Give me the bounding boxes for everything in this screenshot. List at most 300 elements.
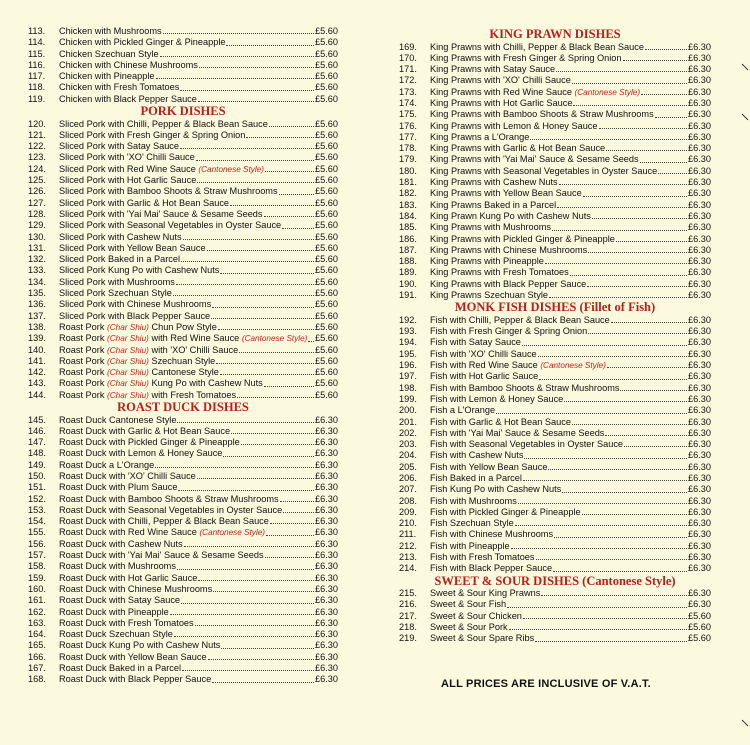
menu-item-name [59,539,183,550]
menu-item-name [430,200,556,211]
menu-item-number: 118. [28,82,46,93]
menu-item-price: £6.30 [315,516,338,527]
menu-item-number: 148. [28,448,46,459]
menu-item-name-text: Sliced Pork Szechuan Style [59,288,172,299]
menu-item [399,507,711,518]
menu-item-price: £6.30 [688,563,711,574]
menu-item-name-text: Sliced Pork with Hot Garlic Sauce [59,175,197,186]
menu-item [28,584,338,595]
menu-item-price: £5.60 [315,26,338,36]
dot-leader [269,126,314,127]
menu-item [399,143,711,154]
menu-item-price: £6.30 [688,506,711,517]
menu-item [28,175,338,186]
menu-item-name [59,311,210,322]
dot-leader [239,352,314,353]
menu-item-price: £6.30 [315,459,338,470]
dot-leader [641,94,687,95]
menu-item-name-text: Fish with Chinese Mushrooms [430,529,554,540]
menu-item-price: £5.60 [315,299,338,310]
dot-leader [605,435,687,436]
menu-item [399,450,711,461]
menu-item-price: £5.60 [315,321,338,332]
menu-item [399,360,711,371]
dot-leader [645,49,687,50]
menu-item-name [59,164,264,175]
menu-item-name [59,198,229,209]
menu-item [28,426,338,437]
menu-item-name [430,188,582,199]
menu-item [28,550,338,561]
menu-item-name [430,315,610,326]
menu-item-number: 117. [28,71,46,82]
menu-item-name-text: Sliced Pork with Yellow Bean Sauce [59,242,206,253]
dot-leader [195,625,314,626]
menu-item-name-text: Sliced Pork with 'XO' Chilli Sauce [59,152,195,163]
menu-item-number: 191. [399,290,417,301]
menu-item [28,652,338,663]
menu-item-number: 205. [399,461,417,472]
menu-item-number: 136. [28,299,46,310]
menu-item-name [430,267,569,278]
dot-leader [198,101,314,102]
menu-item-name [59,60,198,71]
menu-item-number: 154. [28,516,46,527]
menu-item [399,326,711,337]
menu-item-price: £6.30 [315,617,338,628]
menu-item-number: 189. [399,267,417,278]
menu-item-price: £5.60 [315,378,338,389]
dot-leader [554,537,687,538]
menu-item-name [59,26,162,37]
menu-item-name [430,337,521,348]
menu-item-name [59,254,180,265]
menu-item [399,132,711,143]
menu-item [28,232,338,243]
dot-leader [212,307,314,308]
dot-leader [548,469,687,470]
dot-leader [587,286,687,287]
dot-leader [197,478,314,479]
dot-leader [282,228,314,229]
menu-item-number: 217. [399,610,417,621]
menu-item-name [59,175,196,186]
menu-item [399,75,711,86]
menu-item-name [59,607,169,618]
dot-leader [160,56,314,57]
menu-item-number: 201. [399,416,417,427]
menu-item-style-note: (Cantonese Style) [540,361,606,371]
menu-item-name-text: Fish with Pickled Ginger & Pineapple [430,506,581,517]
dot-leader [196,160,314,161]
edge-tick-mark [742,114,748,120]
menu-item-name [59,494,279,505]
page-edge-marks [738,0,750,745]
menu-item-price: £5.60 [315,389,338,400]
menu-item-price: £6.30 [688,495,711,506]
menu-item-number: 179. [399,154,417,165]
menu-item [399,496,711,507]
dot-leader [180,90,314,91]
menu-item-name-text: Sliced Pork with Red Wine Sauce [59,163,196,174]
menu-item-name [59,629,173,640]
dot-leader [176,284,314,285]
menu-item-number: 149. [28,459,46,470]
menu-item-name [59,243,206,254]
dot-leader [218,329,314,330]
menu-item-price: £5.60 [315,141,338,152]
menu-item-name [59,550,264,561]
menu-item-price: £6.30 [688,267,711,278]
menu-item-name-text: Roast Duck with Mushrooms [59,561,176,572]
dot-leader [535,641,687,642]
menu-item-number: 194. [399,337,417,348]
menu-item-number: 155. [28,527,46,538]
menu-item [399,371,711,382]
menu-item-name [59,378,263,389]
menu-item-name [59,345,238,356]
menu-item-number: 162. [28,606,46,617]
menu-item-number: 150. [28,470,46,481]
menu-item-name [430,552,535,563]
menu-item-name [59,527,265,538]
menu-item-name-text: Sweet & Sour Spare Ribs [430,633,535,644]
menu-item-name [430,541,510,552]
menu-item [399,405,711,416]
menu-item-price: £5.60 [315,254,338,265]
menu-item-name-text: Roast Duck with Lemon & Honey Sauce [59,448,223,459]
menu-item [28,345,338,356]
menu-item-number: 152. [28,493,46,504]
menu-item-number: 185. [399,222,417,233]
menu-item-name-text: Sliced Pork with Mushrooms [59,276,175,287]
menu-item-price: £6.30 [688,278,711,289]
menu-item-name [59,71,155,82]
menu-item [28,505,338,516]
menu-item-number: 203. [399,439,417,450]
dot-leader [655,117,687,118]
menu-item-name-text: Fish a L'Orange [430,405,496,416]
menu-item-price: £6.30 [688,244,711,255]
menu-item-price: £5.60 [688,633,711,644]
menu-item-name [430,360,606,371]
menu-item [399,245,711,256]
menu-item-number: 170. [399,52,417,63]
menu-item-number: 210. [399,518,417,529]
dot-leader [211,318,314,319]
menu-item-price: £5.60 [315,265,338,276]
menu-column-right [399,28,711,645]
menu-item-price: £6.30 [688,450,711,461]
menu-item-name-suffix: with 'XO' Chilli Sauce [151,344,239,355]
menu-item [28,674,338,685]
menu-item-price: £6.30 [688,314,711,325]
dot-leader [640,162,687,163]
menu-item-number: 144. [28,389,46,400]
dot-leader [616,241,687,242]
dot-leader [265,171,314,172]
menu-item-name-text: Fish with Chilli, Pepper & Black Bean Sauce [430,314,610,325]
menu-item-number: 126. [28,186,46,197]
menu-item-name-text: Fish with Cashew Nuts [430,450,524,461]
menu-item-number: 164. [28,629,46,640]
menu-item-price: £6.30 [688,540,711,551]
dot-leader [592,218,687,219]
menu-item-name-text: King Prawns Baked in a Parcel [430,199,557,210]
dot-leader [170,614,314,615]
menu-item-price: £6.30 [315,629,338,640]
menu-item [399,53,711,64]
dot-leader [270,523,314,524]
menu-item [399,166,711,177]
menu-item-price: £6.30 [315,425,338,436]
menu-item [28,482,338,493]
menu-item-number: 195. [399,348,417,359]
menu-item-style-note: (Char Shiu) [107,379,149,389]
dot-leader [199,67,314,68]
menu-item-price: £6.30 [688,518,711,529]
menu-item-name [430,211,591,222]
menu-item-price: £6.30 [688,360,711,371]
menu-item [399,473,711,484]
menu-item-name [430,121,598,132]
menu-item-number: 206. [399,472,417,483]
dot-leader [198,580,314,581]
menu-item-number: 151. [28,482,46,493]
menu-item [28,243,338,254]
dot-leader [207,250,314,251]
menu-item-name [430,64,555,75]
menu-item-price: £6.30 [688,427,711,438]
menu-item-name [430,484,561,495]
menu-item-number: 161. [28,595,46,606]
menu-item-name-text: Fish with Mushrooms [430,495,517,506]
menu-item-name [430,611,522,622]
menu-item-name [59,573,197,584]
menu-item [399,394,711,405]
dot-leader [583,196,687,197]
menu-item-number: 160. [28,583,46,594]
menu-item [399,349,711,360]
dot-leader [562,492,687,493]
menu-item-style-note: (Cantonese Style) [241,334,308,344]
menu-item [399,234,711,245]
menu-item-number: 153. [28,504,46,515]
menu-item-price: £6.30 [688,52,711,63]
menu-item-price: £5.60 [315,208,338,219]
menu-item [399,541,711,552]
dot-leader [177,422,314,423]
menu-item-price: £6.30 [688,222,711,233]
menu-item-number: 159. [28,572,46,583]
menu-item-name-text: King Prawn Kung Po with Cashew Nuts [430,210,591,221]
menu-item [28,322,338,333]
menu-item-number: 216. [399,599,417,610]
menu-item-name [59,426,230,437]
menu-item-name-text: Roast Duck with Fresh Tomatoes [59,617,194,628]
menu-item-name-text: Roast Duck Szechuan Style [59,629,173,640]
menu-item-number: 198. [399,382,417,393]
menu-item-name-text: Fish with 'Yai Mai' Sauce & Sesame Seeds [430,427,605,438]
menu-item-name [59,640,220,651]
menu-item-price: £6.30 [315,640,338,651]
menu-item-name-text: Roast Duck with Bamboo Shoots & Straw Mushrooms [59,493,279,504]
dot-leader [241,444,314,445]
menu-item-price: £6.30 [688,382,711,393]
menu-item-name-text: Sliced Pork with Black Pepper Sauce [59,310,211,321]
dot-leader [178,490,314,491]
menu-item [399,177,711,188]
menu-item-name-text: Fish Kung Po with Cashew Nuts [430,484,562,495]
menu-item-name-text: Roast Duck with Pineapple [59,606,169,617]
dot-leader [573,105,687,106]
menu-item-number: 172. [399,75,417,86]
menu-item-number: 115. [28,48,46,59]
menu-item-name [59,232,182,243]
dot-leader [522,345,687,346]
menu-item [28,254,338,265]
menu-item-name [59,356,215,367]
menu-item [28,640,338,651]
dot-leader [231,433,314,434]
menu-item-number: 196. [399,360,417,371]
menu-item-number: 167. [28,663,46,674]
menu-item-price: £5.60 [315,175,338,186]
dot-leader [606,150,687,151]
menu-item-name-text: Fish with Yellow Bean Sauce [430,461,548,472]
menu-item-style-note: (Char Shiu) [107,334,149,344]
menu-item-price: £5.60 [315,152,338,163]
menu-item [28,141,338,152]
menu-item-name-text: Roast Duck with Black Pepper Sauce [59,674,212,685]
menu-item [28,60,338,71]
menu-item-price: £6.30 [315,550,338,561]
menu-item-price: £6.30 [688,290,711,301]
dot-leader [155,467,314,468]
dot-leader [280,501,314,502]
menu-item-price: £6.30 [315,583,338,594]
menu-item-name [59,448,222,459]
menu-item [28,26,338,37]
menu-item-price: £6.30 [688,416,711,427]
menu-item [28,629,338,640]
menu-item [28,561,338,572]
menu-item-number: 158. [28,561,46,572]
menu-item-name-text: Sliced Pork with Satay Sauce [59,141,180,152]
dot-leader [611,322,687,323]
menu-item [28,573,338,584]
dot-leader [283,512,314,513]
menu-item [399,529,711,540]
dot-leader [226,45,314,46]
menu-item [399,121,711,132]
menu-item-name [59,415,176,426]
menu-item-price: £6.30 [688,177,711,188]
menu-item-price: £6.30 [315,527,338,538]
menu-item-number: 142. [28,367,46,378]
menu-item [399,98,711,109]
edge-tick-mark [742,64,748,70]
menu-item-price: £5.60 [315,93,338,104]
menu-item-name [59,37,225,48]
menu-item-name-text: Roast Pork [59,321,105,332]
menu-item [399,563,711,574]
menu-item-name [430,75,571,86]
menu-item [28,494,338,505]
dot-leader [181,603,314,604]
menu-item-name [59,652,207,663]
menu-item-name [430,143,605,154]
menu-item-name [430,428,604,439]
menu-item-price: £5.60 [315,186,338,197]
menu-item [399,484,711,495]
menu-item-name-text: Roast Duck with Satay Sauce [59,595,181,606]
menu-item [28,539,338,550]
menu-item-name [430,109,654,120]
menu-item-name [59,333,307,344]
menu-item [28,471,338,482]
menu-item-name [430,256,544,267]
menu-item-name-text: King Prawns with Mushrooms [430,222,552,233]
dot-leader [212,682,314,683]
menu-item-name [430,507,581,518]
menu-item-number: 168. [28,674,46,685]
dot-leader [220,273,314,274]
menu-item-name-text: Fish with Red Wine Sauce [430,360,538,371]
menu-item-name [59,49,159,60]
menu-item-name [59,482,177,493]
dot-leader [197,182,314,183]
menu-item-name [59,367,219,378]
menu-item-style-note: (Char Shiu) [107,368,149,378]
menu-item [28,288,338,299]
menu-item-name-text: Roast Duck with Pickled Ginger & Pineapple [59,437,240,448]
menu-item-number: 213. [399,552,417,563]
section-title-pork-dishes: PORK DISHES [140,104,226,119]
menu-item-name [59,141,179,152]
menu-item-price: £6.30 [688,588,711,599]
menu-item-name [430,394,563,405]
dot-leader [246,137,314,138]
menu-item-number: 186. [399,233,417,244]
menu-item-name-text: Roast Duck with Hot Garlic Sauce [59,572,198,583]
menu-item-number: 202. [399,427,417,438]
menu-item-name-text: Chicken with Black Pepper Sauce [59,93,197,104]
menu-item-number: 188. [399,256,417,267]
menu-item-name-text: Roast Duck with Garlic & Hot Bean Sauce [59,425,231,436]
menu-item [28,164,338,175]
menu-item-name [59,663,181,674]
dot-leader [220,374,314,375]
menu-item-price: £5.60 [315,48,338,59]
menu-item-name-text: Sliced Pork with 'Yai Mai' Sauce & Sesame Seeds [59,208,263,219]
menu-item-price: £5.60 [315,37,338,48]
menu-item-name [59,186,278,197]
menu-item [399,599,711,610]
menu-item [399,211,711,222]
menu-item-price: £6.30 [688,337,711,348]
menu-item-name-text: King Prawns with Lemon & Honey Sauce [430,120,598,131]
menu-item [28,71,338,82]
menu-item-number: 207. [399,484,417,495]
menu-item-number: 199. [399,393,417,404]
menu-item [28,527,338,538]
menu-item-number: 174. [399,97,417,108]
menu-item [28,198,338,209]
dot-leader [507,607,687,608]
menu-item-number: 135. [28,288,46,299]
menu-item-name [430,529,553,540]
